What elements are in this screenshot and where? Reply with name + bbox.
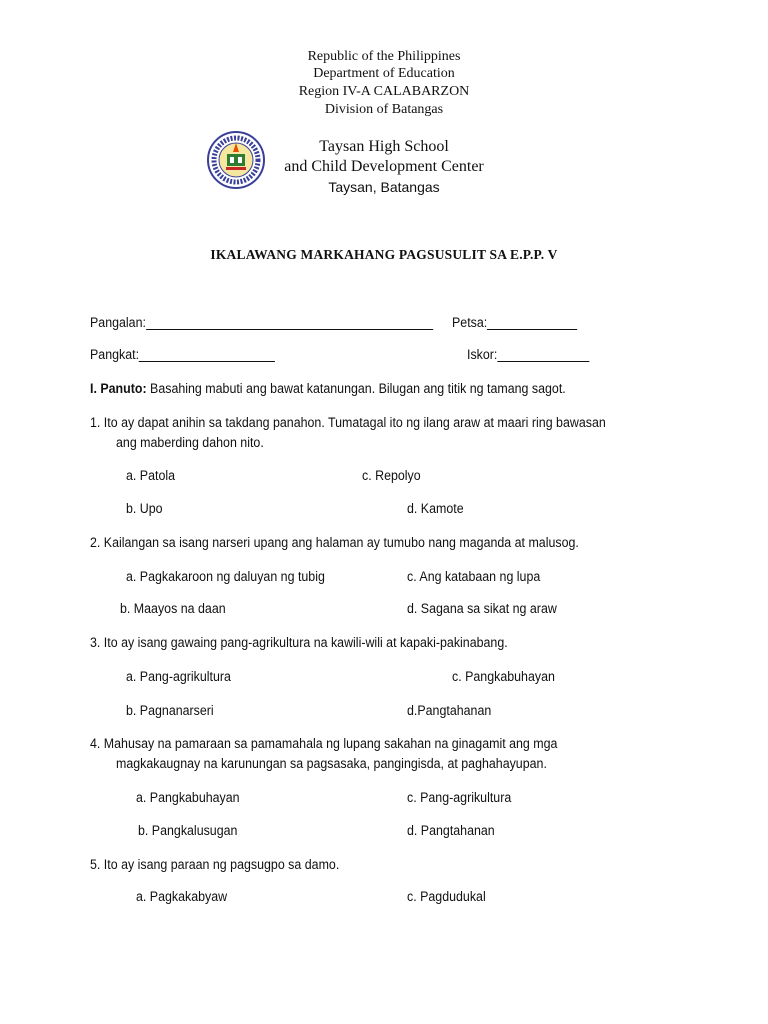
republic-line: Republic of the Philippines <box>307 49 461 64</box>
section-label: Pangkat: <box>90 347 140 362</box>
question-1-line2: ang maberding dahon nito. <box>116 435 264 450</box>
question-4-option-a[interactable]: a. Pangkabuhayan <box>136 790 240 805</box>
question-3-option-c[interactable]: c. Pangkabuhayan <box>452 669 555 684</box>
score-field <box>467 347 589 362</box>
score-label: Iskor: <box>467 347 498 362</box>
question-2-option-d[interactable]: d. Sagana sa sikat ng araw <box>407 601 557 616</box>
name-field <box>90 315 433 330</box>
school-name-line1: Taysan High School <box>319 138 449 155</box>
question-3-option-b[interactable]: b. Pagnanarseri <box>126 703 214 718</box>
exam-title: IKALAWANG MARKAHANG PAGSUSULIT SA E.P.P. V <box>210 247 558 262</box>
score-blank[interactable] <box>497 347 589 362</box>
region-line: Region IV-A CALABARZON <box>298 84 470 99</box>
name-blank[interactable] <box>146 315 433 330</box>
question-4-line1: 4. Mahusay na pamaraan sa pamamahala ng lupang sakahan na ginagamit ang mga <box>90 736 558 751</box>
question-1-option-c[interactable]: c. Repolyo <box>362 468 421 483</box>
question-4-option-b[interactable]: b. Pangkalusugan <box>138 823 238 838</box>
question-2-option-c[interactable]: c. Ang katabaan ng lupa <box>407 569 541 584</box>
question-1-line1: 1. Ito ay dapat anihin sa takdang panahon. Tumatagal ito ng ilang araw at maari ring bawasan <box>90 415 606 430</box>
division-line: Division of Batangas <box>324 102 444 117</box>
name-label: Pangalan: <box>90 315 146 330</box>
question-5-line1: 5. Ito ay isang paraan ng pagsugpo sa damo. <box>90 857 340 872</box>
question-4-option-d[interactable]: d. Pangtahanan <box>407 823 495 838</box>
instructions <box>90 381 566 396</box>
date-label: Petsa: <box>452 315 488 330</box>
question-5-option-a[interactable]: a. Pagkakabyaw <box>136 889 228 904</box>
instructions-label: I. Panuto: <box>90 381 147 396</box>
section-blank[interactable] <box>139 347 275 362</box>
question-2-line1: 2. Kailangan sa isang narseri upang ang halaman ay tumubo nang maganda at malusog. <box>90 535 579 550</box>
school-location: Taysan, Batangas <box>328 179 440 195</box>
question-2-option-b[interactable]: b. Maayos na daan <box>120 601 226 616</box>
instructions-text: Basahing mabuti ang bawat katanungan. Bilugan ang titik ng tamang sagot. <box>150 381 566 396</box>
question-1-option-b[interactable]: b. Upo <box>126 501 163 516</box>
date-blank[interactable] <box>487 315 577 330</box>
section-field <box>90 347 275 362</box>
school-name-line2: and Child Development Center <box>284 158 484 175</box>
department-line: Department of Education <box>313 66 455 81</box>
question-4-option-c[interactable]: c. Pang-agrikultura <box>407 790 512 805</box>
question-4-line2: magkakaugnay na karunungan sa pagsasaka, pangingisda, at paghahayupan. <box>116 756 547 771</box>
date-field <box>452 315 577 330</box>
question-3-option-a[interactable]: a. Pang-agrikultura <box>126 669 231 684</box>
question-1-option-a[interactable]: a. Patola <box>126 468 176 483</box>
question-5-option-c[interactable]: c. Pagdudukal <box>407 889 486 904</box>
question-3-option-d[interactable]: d.Pangtahanan <box>407 703 492 718</box>
question-2-option-a[interactable]: a. Pagkakaroon ng daluyan ng tubig <box>126 569 325 584</box>
question-1-option-d[interactable]: d. Kamote <box>407 501 464 516</box>
question-3-line1: 3. Ito ay isang gawaing pang-agrikultura na kawili-wili at kapaki-pakinabang. <box>90 635 508 650</box>
